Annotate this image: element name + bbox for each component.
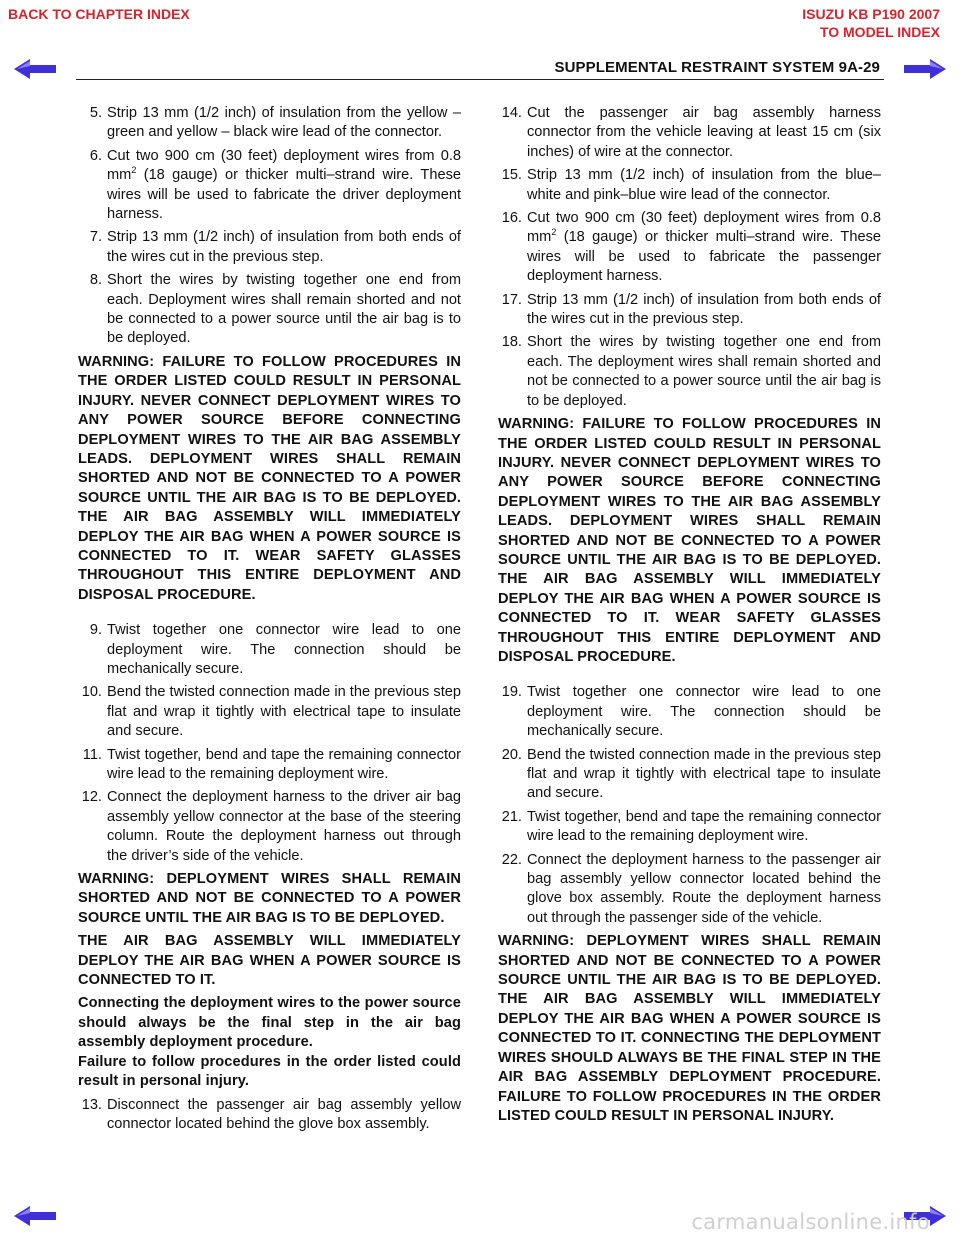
step-number: 5. [89, 105, 102, 121]
step-number: 17. [501, 291, 522, 308]
step-number: 8. [89, 272, 102, 289]
step-text: Strip 13 mm (1/2 inch) of insulation from the yellow – green and yellow – black wire lead of the connector. [107, 105, 461, 141]
warning-block: WARNING: DEPLOYMENT WIRES SHALL REMAIN SHORTED AND NOT BE CONNECTED TO A POWER SOURCE UNTIL THE AIR BAG IS TO BE DEPLOYED. THE AIR BAG ASSEMBLY WILL IMMEDIATELY DEPLOY THE AIR BAG WHEN A POWER SOURCE IS CONNECTED TO IT. CONNECTING THE DEPLOYMENT WIRES SHOULD ALWAYS BE THE FINAL STEP IN THE AIR BAG ASSEMBLY DEPLOYMENT PROCEDURE. FAILURE TO FOLLOW PROCEDURES IN THE ORDER LISTED COULD RESULT IN PERSONAL INJURY. [498, 933, 881, 1124]
step-number: 10. [81, 684, 102, 701]
back-to-chapter-index-link[interactable]: BACK TO CHAPTER INDEX [8, 6, 190, 22]
step-text-part: Cut two 900 cm (30 feet) deployment wires from 0.8 mm [527, 210, 881, 246]
warning-block: WARNING: FAILURE TO FOLLOW PROCEDURES IN THE ORDER LISTED COULD RESULT IN PERSONAL INJURY. NEVER CONNECT DEPLOYMENT WIRES TO ANY POWER SOURCE BEFORE CONNECTING DEPLOYMENT WIRES TO THE AIR BAG ASSEMBLY LEADS. DEPLOYMENT WIRES SHALL REMAIN SHORTED AND NOT BE CONNECTED TO A POWER SOURCE UNTIL THE AIR BAG IS TO BE DEPLOYED. THE AIR BAG ASSEMBLY WILL IMMEDIATELY DEPLOY THE AIR BAG WHEN A POWER SOURCE IS CONNECTED TO IT. WEAR SAFETY GLASSES THROUGHOUT THIS ENTIRE DEPLOYMENT AND DISPOSAL PROCEDURE. [498, 416, 881, 665]
step-16 [498, 209, 881, 287]
step-text: Twist together one connector wire lead to one deployment wire. The connection should be mechanically secure. [107, 622, 461, 677]
step-18 [498, 333, 881, 411]
step-text: Strip 13 mm (1/2 inch) of insulation from both ends of the wires cut in the previous step. [527, 291, 881, 328]
step-text-part: Cut two 900 cm (30 feet) deployment wires from 0.8 mm [107, 147, 461, 184]
step-text: Bend the twisted connection made in the previous step flat and wrap it tightly with electrical tape to insulate and secure. [107, 684, 461, 740]
warning-block: WARNING: DEPLOYMENT WIRES SHALL REMAIN SHORTED AND NOT BE CONNECTED TO A POWER SOURCE UNTIL THE AIR BAG IS TO BE DEPLOYED. [78, 871, 461, 926]
header-rule [76, 79, 884, 80]
step-13 [78, 1096, 461, 1135]
step-text: Cut the passenger air bag assembly harness connector from the vehicle leaving at least 15 cm (six inches) of wire at the connector. [527, 105, 881, 160]
next-page-right-arrow-icon[interactable] [904, 58, 946, 80]
step-text: Short the wires by twisting together one end from each. Deployment wires shall remain shorted and not be connected to a power source until the air bag is to be deployed. [107, 272, 461, 347]
step-text: Strip 13 mm (1/2 inch) of insulation from both ends of the wires cut in the previous step. [107, 229, 461, 265]
step-number: 7. [89, 229, 102, 246]
step-8 [78, 271, 461, 349]
step-number: 16. [501, 210, 522, 227]
superscript: 2 [131, 165, 137, 176]
step-number: 22. [501, 851, 522, 868]
step-number: 19. [501, 684, 522, 701]
step-text: Twist together, bend and tape the remaining connector wire lead to the remaining deployment wire. [107, 746, 461, 782]
step-text-part: (18 gauge) or thicker multi–strand wire. These wires will be used to fabricate the passenger deployment harness. [527, 229, 881, 285]
previous-page-left-arrow-icon[interactable] [14, 1205, 56, 1227]
step-number: 12. [81, 789, 102, 806]
warning-block: THE AIR BAG ASSEMBLY WILL IMMEDIATELY DEPLOY THE AIR BAG WHEN A POWER SOURCE IS CONNECTED TO IT. [78, 933, 461, 989]
step-21 [498, 808, 881, 847]
step-text: Short the wires by twisting together one end from each. The deployment wires shall remain shorted and not be connected to a power source until the air bag is to be deployed. [527, 334, 881, 409]
step-20 [498, 746, 881, 804]
step-10 [78, 683, 461, 741]
step-text: Connect the deployment harness to the passenger air bag assembly yellow connector located behind the glove box assembly. Route the deployment harness out through the passenger side of the vehicle. [527, 851, 881, 926]
to-model-index-link[interactable]: TO MODEL INDEX [819, 24, 940, 40]
model-title-link[interactable]: ISUZU KB P190 2007 [802, 6, 940, 22]
step-19 [498, 683, 881, 741]
step-number: 13. [81, 1096, 102, 1113]
step-text-part: (18 gauge) or thicker multi–strand wire. These wires will be used to fabricate the driver deployment harness. [107, 167, 461, 223]
right-column [498, 104, 881, 1130]
step-17 [498, 291, 881, 330]
step-number: 11. [82, 746, 102, 763]
step-text: Disconnect the passenger air bag assembly yellow connector located behind the glove box assembly. [107, 1096, 461, 1132]
warning-block: Connecting the deployment wires to the power source should always be the final step in the air bag assembly deployment procedure. [78, 995, 461, 1051]
left-column [78, 104, 461, 1138]
step-number: 18. [501, 334, 522, 351]
watermark: carmanualsonline.info [691, 1210, 930, 1234]
step-number: 6. [89, 147, 102, 164]
step-text: Twist together, bend and tape the remaining connector wire lead to the remaining deployment wire. [527, 808, 881, 845]
step-text: Connect the deployment harness to the driver air bag assembly yellow connector at the base of the steering column. Route the deployment harness out through the driver’s side of the vehicle. [107, 789, 461, 864]
step-6 [78, 147, 461, 225]
step-text [527, 209, 881, 287]
step-text [107, 147, 461, 225]
step-15 [498, 166, 881, 205]
step-7 [78, 228, 461, 267]
previous-page-left-arrow-icon[interactable] [14, 58, 56, 80]
step-14 [498, 104, 881, 162]
warning-block: Failure to follow procedures in the order listed could result in personal injury. [78, 1053, 461, 1090]
step-number: 20. [501, 746, 522, 763]
step-5 [78, 104, 461, 143]
step-number: 14. [501, 105, 522, 121]
step-text: Twist together one connector wire lead to one deployment wire. The connection should be mechanically secure. [527, 684, 881, 740]
step-text: Bend the twisted connection made in the previous step flat and wrap it tightly with electrical tape to insulate and secure. [527, 746, 881, 802]
step-number: 21. [501, 808, 522, 825]
running-header: SUPPLEMENTAL RESTRAINT SYSTEM 9A-29 [554, 59, 880, 76]
step-number: 15. [501, 167, 522, 184]
superscript: 2 [551, 227, 557, 238]
step-11 [78, 746, 461, 785]
warning-block: WARNING: FAILURE TO FOLLOW PROCEDURES IN THE ORDER LISTED COULD RESULT IN PERSONAL INJURY. NEVER CONNECT DEPLOYMENT WIRES TO ANY POWER SOURCE BEFORE CONNECTING DEPLOYMENT WIRES TO THE AIR BAG ASSEMBLY LEADS. DEPLOYMENT WIRES SHALL REMAIN SHORTED AND NOT BE CONNECTED TO A POWER SOURCE UNTIL THE AIR BAG IS TO BE DEPLOYED. THE AIR BAG ASSEMBLY WILL IMMEDIATELY DEPLOY THE AIR BAG WHEN A POWER SOURCE IS CONNECTED TO IT. WEAR SAFETY GLASSES THROUGHOUT THIS ENTIRE DEPLOYMENT AND DISPOSAL PROCEDURE. [78, 353, 461, 603]
step-22 [498, 851, 881, 929]
step-12 [78, 788, 461, 866]
step-text: Strip 13 mm (1/2 inch) of insulation from the blue–white and pink–blue wire lead of the connector. [527, 167, 881, 203]
step-9 [78, 621, 461, 679]
step-number: 9. [89, 622, 102, 639]
